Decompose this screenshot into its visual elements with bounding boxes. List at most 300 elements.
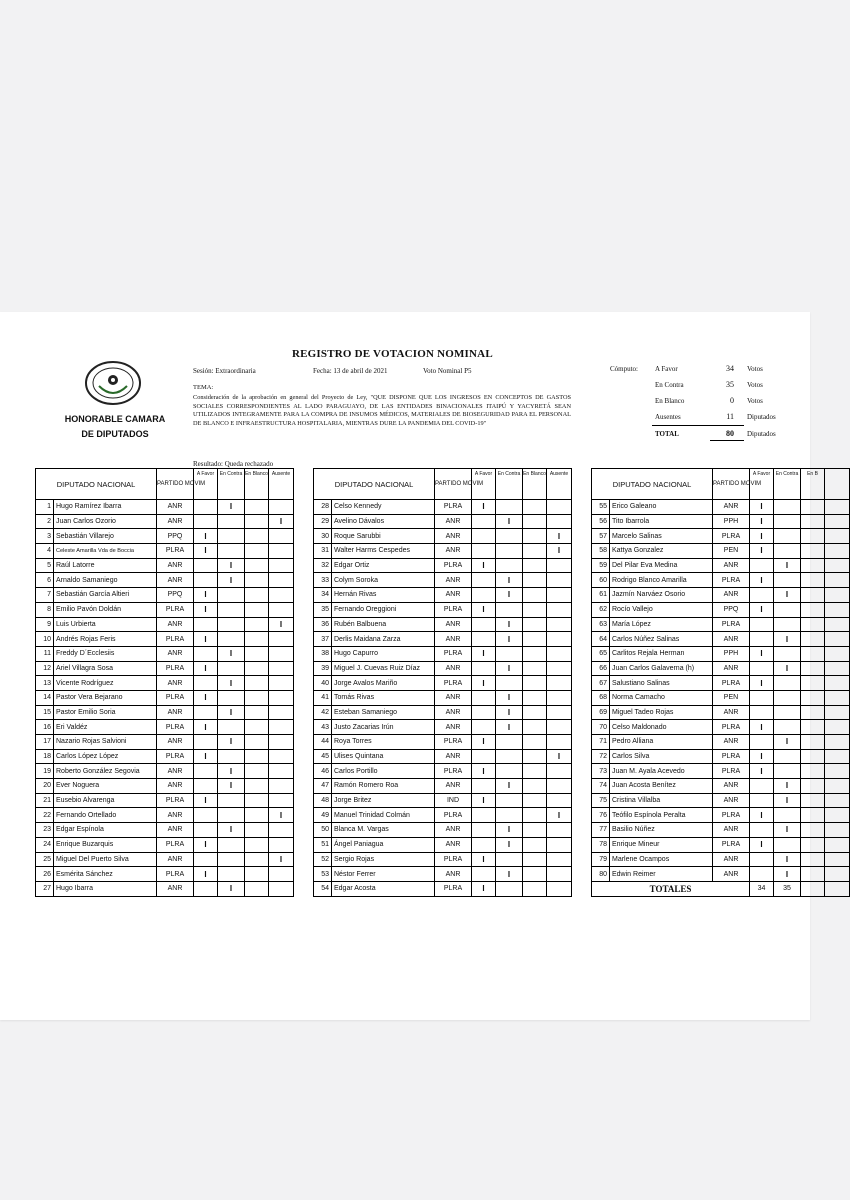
row-number: 47 <box>314 779 332 794</box>
party-code: PLRA <box>435 735 472 750</box>
deputy-name: Marlene Ocampos <box>610 852 713 867</box>
party-code: ANR <box>435 867 472 882</box>
party-code: PPH <box>713 514 750 529</box>
vote-contra-cell: I <box>496 867 523 882</box>
vote-ausente-cell <box>825 793 850 808</box>
table-row <box>314 852 572 867</box>
vote-blanco-cell <box>245 867 269 882</box>
vote-blanco-cell <box>523 793 547 808</box>
vote-contra-cell: I <box>774 735 801 750</box>
vote-favor-cell: I <box>194 749 218 764</box>
vote-favor-cell: I <box>472 852 496 867</box>
vote-favor-cell <box>472 720 496 735</box>
col-header-name: DIPUTADO NACIONAL <box>314 469 435 500</box>
row-number: 61 <box>592 588 610 603</box>
party-code: PLRA <box>435 558 472 573</box>
party-code: PLRA <box>713 617 750 632</box>
table-row <box>314 881 572 896</box>
vote-ausente-cell <box>547 837 572 852</box>
totals-ausente <box>825 881 850 896</box>
deputy-name: Edgar Acosta <box>332 881 435 896</box>
vote-blanco-cell <box>801 690 825 705</box>
vote-contra-cell <box>774 690 801 705</box>
col-header-party: PARTIDO MOVIM <box>713 469 750 500</box>
vote-contra-cell: I <box>218 676 245 691</box>
vote-blanco-cell <box>245 735 269 750</box>
row-number: 60 <box>592 573 610 588</box>
computo-ausentes-value: 11 <box>726 412 734 421</box>
vote-ausente-cell <box>825 558 850 573</box>
vote-favor-cell: I <box>750 602 774 617</box>
vote-blanco-cell <box>245 808 269 823</box>
vote-blanco-cell <box>245 852 269 867</box>
vote-ausente-cell: I <box>269 514 294 529</box>
party-code: ANR <box>157 764 194 779</box>
vote-contra-cell <box>496 764 523 779</box>
table-row <box>592 735 850 750</box>
computo-favor-value: 34 <box>726 364 734 373</box>
vote-favor-cell: I <box>750 676 774 691</box>
table-row <box>314 837 572 852</box>
table-row <box>592 690 850 705</box>
party-code: PLRA <box>157 749 194 764</box>
vote-contra-cell <box>218 529 245 544</box>
party-code: PLRA <box>713 573 750 588</box>
row-number: 71 <box>592 735 610 750</box>
party-code: PLRA <box>435 852 472 867</box>
vote-favor-cell <box>472 514 496 529</box>
party-code: ANR <box>157 676 194 691</box>
vote-blanco-cell <box>801 646 825 661</box>
vote-blanco-cell <box>523 690 547 705</box>
vote-contra-cell: I <box>496 588 523 603</box>
party-code: ANR <box>435 514 472 529</box>
row-number: 50 <box>314 823 332 838</box>
row-number: 24 <box>36 837 54 852</box>
vote-blanco-cell <box>245 749 269 764</box>
vote-favor-cell <box>194 500 218 515</box>
deputy-name: Celso Kennedy <box>332 500 435 515</box>
vote-ausente-cell: I <box>547 544 572 559</box>
deputy-name: Jazmín Narváez Osorio <box>610 588 713 603</box>
vote-contra-cell: I <box>218 573 245 588</box>
party-code: ANR <box>435 720 472 735</box>
vote-ausente-cell <box>269 676 294 691</box>
vote-contra-cell: I <box>774 852 801 867</box>
vote-favor-cell <box>472 779 496 794</box>
vote-ausente-cell <box>269 735 294 750</box>
row-number: 10 <box>36 632 54 647</box>
vote-ausente-cell <box>825 588 850 603</box>
vote-favor-cell <box>194 852 218 867</box>
vote-ausente-cell <box>825 646 850 661</box>
deputy-name: Edgar Ortiz <box>332 558 435 573</box>
table-row <box>314 514 572 529</box>
org-name <box>50 412 180 442</box>
party-code: PLRA <box>713 749 750 764</box>
vote-contra-cell: I <box>774 823 801 838</box>
party-code: PLRA <box>157 720 194 735</box>
vote-ausente-cell <box>825 823 850 838</box>
deputy-name: Miguel Tadeo Rojas <box>610 705 713 720</box>
vote-blanco-cell <box>245 588 269 603</box>
table-row <box>314 573 572 588</box>
vote-favor-cell <box>750 617 774 632</box>
row-number: 38 <box>314 646 332 661</box>
table-row <box>314 705 572 720</box>
table-row <box>314 779 572 794</box>
vote-blanco-cell <box>245 661 269 676</box>
vote-contra-cell: I <box>218 779 245 794</box>
row-number: 45 <box>314 749 332 764</box>
deputy-name: Pastor Emilio Soria <box>54 705 157 720</box>
deputy-name: Carlos López López <box>54 749 157 764</box>
vote-contra-cell: I <box>496 632 523 647</box>
vote-ausente-cell <box>825 852 850 867</box>
deputy-name: Erico Galeano <box>610 500 713 515</box>
row-number: 51 <box>314 837 332 852</box>
vote-contra-cell <box>218 720 245 735</box>
vote-contra-cell: I <box>496 661 523 676</box>
table-row <box>314 735 572 750</box>
row-number: 11 <box>36 646 54 661</box>
vote-ausente-cell <box>269 881 294 896</box>
row-number: 19 <box>36 764 54 779</box>
row-number: 65 <box>592 646 610 661</box>
row-number: 44 <box>314 735 332 750</box>
vote-contra-cell: I <box>496 720 523 735</box>
party-code: ANR <box>713 558 750 573</box>
vote-blanco-cell <box>801 632 825 647</box>
row-number: 55 <box>592 500 610 515</box>
row-number: 4 <box>36 544 54 559</box>
row-number: 12 <box>36 661 54 676</box>
party-code: PLRA <box>435 500 472 515</box>
party-code: ANR <box>713 661 750 676</box>
vote-blanco-cell <box>245 676 269 691</box>
vote-blanco-cell <box>245 881 269 896</box>
vote-ausente-cell <box>547 690 572 705</box>
vote-blanco-cell <box>245 529 269 544</box>
tema-text: Consideración de la aprobación en general del Proyecto de Ley, "QUE DISPONE QUE LOS INGRESOS EN CONCEPTOS DE GASTOS SOCIALES CORRESPONDIENTES AL LADO PARAGUAYO, DE LAS ENTIDADES BINACIONALES ITAIPÚ Y YACYRETÁ SEAN UTILIZADOS INTEGRAMENTE PARA LA COMPRA DE INSUMOS MÉDICOS, MATERIALES DE BIOSEGURIDAD PARA EL PERSONAL DE BLANCO E INFRAESTRUCTURA HOSPITALARIA, MIENTRAS DURE LA PANDEMIA DEL COVID-19" <box>193 394 571 427</box>
col-header-favor: A Favor <box>194 469 218 500</box>
vote-blanco-cell <box>245 617 269 632</box>
vote-ausente-cell: I <box>547 749 572 764</box>
vote-favor-cell <box>472 529 496 544</box>
vote-contra-cell <box>774 720 801 735</box>
vote-ausente-cell <box>547 602 572 617</box>
totals-favor: 34 <box>750 881 774 896</box>
table-row <box>36 646 294 661</box>
deputy-name: Néstor Ferrer <box>332 867 435 882</box>
vote-favor-cell: I <box>472 735 496 750</box>
vote-favor-cell: I <box>194 632 218 647</box>
deputy-name: Carlos Silva <box>610 749 713 764</box>
vote-contra-cell <box>218 632 245 647</box>
vote-ausente-cell <box>547 661 572 676</box>
vote-ausente-cell <box>269 837 294 852</box>
deputy-name: Derlis Maidana Zarza <box>332 632 435 647</box>
row-number: 5 <box>36 558 54 573</box>
computo-favor-label: A Favor <box>655 365 678 373</box>
party-code: ANR <box>435 779 472 794</box>
row-number: 27 <box>36 881 54 896</box>
vote-ausente-cell <box>269 823 294 838</box>
vote-favor-cell <box>472 617 496 632</box>
row-number: 30 <box>314 529 332 544</box>
table-row <box>36 558 294 573</box>
col-header-blanco: En B <box>801 469 825 500</box>
table-row <box>314 632 572 647</box>
deputy-name: Cristina Villalba <box>610 793 713 808</box>
vote-favor-cell: I <box>472 602 496 617</box>
table-row <box>36 823 294 838</box>
row-number: 23 <box>36 823 54 838</box>
party-code: ANR <box>713 735 750 750</box>
row-number: 64 <box>592 632 610 647</box>
vote-contra-cell <box>218 852 245 867</box>
vote-blanco-cell <box>245 632 269 647</box>
vote-ausente-cell <box>547 720 572 735</box>
vote-blanco-cell <box>801 602 825 617</box>
deputy-name: Esteban Samaniego <box>332 705 435 720</box>
computo-contra-unit: Votos <box>747 381 763 389</box>
vote-blanco-cell <box>523 764 547 779</box>
vote-blanco-cell <box>523 544 547 559</box>
table-row <box>314 558 572 573</box>
vote-ausente-cell <box>825 720 850 735</box>
vote-ausente-cell <box>825 573 850 588</box>
vote-contra-cell <box>774 617 801 632</box>
vote-contra-cell <box>496 529 523 544</box>
vote-blanco-cell <box>801 837 825 852</box>
deputy-name: Kattya Gonzalez <box>610 544 713 559</box>
vote-contra-cell <box>496 735 523 750</box>
deputy-name: Ever Noguera <box>54 779 157 794</box>
vote-favor-cell <box>750 852 774 867</box>
vote-ausente-cell <box>269 764 294 779</box>
deputy-name: Marcelo Salinas <box>610 529 713 544</box>
table-row <box>592 602 850 617</box>
computo-contra-label: En Contra <box>655 381 684 389</box>
table-row <box>592 558 850 573</box>
vote-favor-cell <box>194 881 218 896</box>
vote-favor-cell <box>194 705 218 720</box>
table-row <box>314 690 572 705</box>
row-number: 7 <box>36 588 54 603</box>
vote-blanco-cell <box>245 646 269 661</box>
table-row <box>36 514 294 529</box>
vote-favor-cell: I <box>194 690 218 705</box>
vote-blanco-cell <box>801 500 825 515</box>
vote-favor-cell <box>750 558 774 573</box>
party-code: ANR <box>157 735 194 750</box>
vote-ausente-cell <box>825 779 850 794</box>
vote-ausente-cell <box>547 646 572 661</box>
row-number: 73 <box>592 764 610 779</box>
deputy-name: Pastor Vera Bejarano <box>54 690 157 705</box>
vote-blanco-cell <box>245 573 269 588</box>
row-number: 42 <box>314 705 332 720</box>
vote-contra-cell <box>774 676 801 691</box>
vote-favor-cell: I <box>750 808 774 823</box>
vote-blanco-cell <box>801 676 825 691</box>
vote-contra-cell <box>496 646 523 661</box>
vote-favor-cell <box>194 573 218 588</box>
row-number: 22 <box>36 808 54 823</box>
deputy-name: Miguel Del Puerto Silva <box>54 852 157 867</box>
party-code: ANR <box>157 705 194 720</box>
party-code: PLRA <box>157 867 194 882</box>
vote-ausente-cell <box>269 558 294 573</box>
vote-blanco-cell <box>523 779 547 794</box>
table-row <box>314 720 572 735</box>
party-code: ANR <box>157 823 194 838</box>
vote-favor-cell <box>194 779 218 794</box>
vote-contra-cell <box>496 808 523 823</box>
vote-blanco-cell <box>523 867 547 882</box>
table-row <box>592 573 850 588</box>
party-code: ANR <box>435 661 472 676</box>
vote-contra-cell: I <box>774 632 801 647</box>
table-row <box>592 500 850 515</box>
vote-favor-cell <box>750 779 774 794</box>
party-code: PLRA <box>713 764 750 779</box>
deputy-name: Walter Harms Cespedes <box>332 544 435 559</box>
vote-ausente-cell <box>547 617 572 632</box>
party-code: PLRA <box>435 676 472 691</box>
deputy-name: Vicente Rodríguez <box>54 676 157 691</box>
col-header-party: PARTIDO MOVIM <box>157 469 194 500</box>
party-code: PLRA <box>435 764 472 779</box>
vote-blanco-cell <box>801 764 825 779</box>
party-code: ANR <box>713 823 750 838</box>
deputy-name: Ramón Romero Roa <box>332 779 435 794</box>
vote-favor-cell: I <box>194 867 218 882</box>
vote-ausente-cell: I <box>547 529 572 544</box>
vote-contra-cell <box>774 749 801 764</box>
deputy-name: María López <box>610 617 713 632</box>
deputy-name: Manuel Trinidad Colmán <box>332 808 435 823</box>
vote-favor-cell <box>750 588 774 603</box>
vote-contra-cell: I <box>496 573 523 588</box>
table-row <box>592 544 850 559</box>
deputy-name: Ángel Paniagua <box>332 837 435 852</box>
vote-contra-cell: I <box>496 617 523 632</box>
deputy-name: Fernando Ortellado <box>54 808 157 823</box>
vote-contra-cell <box>496 793 523 808</box>
vote-favor-cell: I <box>194 720 218 735</box>
deputy-name: Teófilo Espínola Peralta <box>610 808 713 823</box>
vote-blanco-cell <box>801 720 825 735</box>
row-number: 36 <box>314 617 332 632</box>
row-number: 31 <box>314 544 332 559</box>
totals-blanco <box>801 881 825 896</box>
vote-ausente-cell <box>825 764 850 779</box>
vote-favor-cell: I <box>194 588 218 603</box>
table-row <box>592 793 850 808</box>
col-header-ausente: Ausente <box>269 469 294 500</box>
col-header-blanco: En Blanco <box>245 469 269 500</box>
table-row <box>592 837 850 852</box>
deputy-name: Blanca M. Vargas <box>332 823 435 838</box>
vote-contra-cell: I <box>218 735 245 750</box>
deputy-name: Jorge Britez <box>332 793 435 808</box>
row-number: 15 <box>36 705 54 720</box>
party-code: ANR <box>435 588 472 603</box>
vote-favor-cell <box>194 808 218 823</box>
vote-blanco-cell <box>523 808 547 823</box>
vote-table-2 <box>313 468 572 897</box>
vote-ausente-cell <box>269 793 294 808</box>
row-number: 48 <box>314 793 332 808</box>
vote-blanco-cell <box>801 573 825 588</box>
party-code: ANR <box>157 646 194 661</box>
vote-contra-cell <box>218 793 245 808</box>
vote-contra-cell: I <box>774 793 801 808</box>
vote-favor-cell <box>750 735 774 750</box>
deputy-name: Juan Carlos Ozorio <box>54 514 157 529</box>
table-row <box>36 676 294 691</box>
vote-contra-cell <box>218 867 245 882</box>
vote-blanco-cell <box>523 558 547 573</box>
vote-blanco-cell <box>523 573 547 588</box>
deputy-name: Fernando Oreggioni <box>332 602 435 617</box>
deputy-name: Justo Zacarias Irún <box>332 720 435 735</box>
deputy-name: Basilio Núñez <box>610 823 713 838</box>
vote-blanco-cell <box>245 602 269 617</box>
party-code: PEN <box>713 544 750 559</box>
row-number: 34 <box>314 588 332 603</box>
table-row <box>36 500 294 515</box>
vote-ausente-cell <box>547 500 572 515</box>
vote-contra-cell <box>774 529 801 544</box>
vote-ausente-cell <box>825 676 850 691</box>
vote-ausente-cell: I <box>269 852 294 867</box>
vote-contra-cell: I <box>774 558 801 573</box>
row-number: 40 <box>314 676 332 691</box>
vote-favor-cell: I <box>750 529 774 544</box>
vote-ausente-cell <box>825 602 850 617</box>
vote-blanco-cell <box>801 661 825 676</box>
vote-blanco-cell <box>523 823 547 838</box>
vote-contra-cell <box>496 852 523 867</box>
table-row <box>314 602 572 617</box>
party-code: PLRA <box>713 808 750 823</box>
deputy-name: Pedro Alliana <box>610 735 713 750</box>
vote-favor-cell <box>472 823 496 838</box>
vote-ausente-cell <box>825 661 850 676</box>
table-row <box>592 705 850 720</box>
vote-blanco-cell <box>523 602 547 617</box>
vote-favor-cell <box>194 558 218 573</box>
vote-favor-cell: I <box>472 793 496 808</box>
row-number: 16 <box>36 720 54 735</box>
vote-ausente-cell <box>825 632 850 647</box>
computo-blanco-label: En Blanco <box>655 397 685 405</box>
deputy-name: Norma Camacho <box>610 690 713 705</box>
vote-ausente-cell <box>825 867 850 882</box>
table-row <box>36 779 294 794</box>
vote-ausente-cell <box>269 646 294 661</box>
vote-contra-cell: I <box>774 779 801 794</box>
vote-contra-cell: I <box>496 690 523 705</box>
vote-ausente-cell <box>547 852 572 867</box>
row-number: 43 <box>314 720 332 735</box>
deputy-name: Salustiano Salinas <box>610 676 713 691</box>
row-number: 26 <box>36 867 54 882</box>
party-code: ANR <box>435 705 472 720</box>
